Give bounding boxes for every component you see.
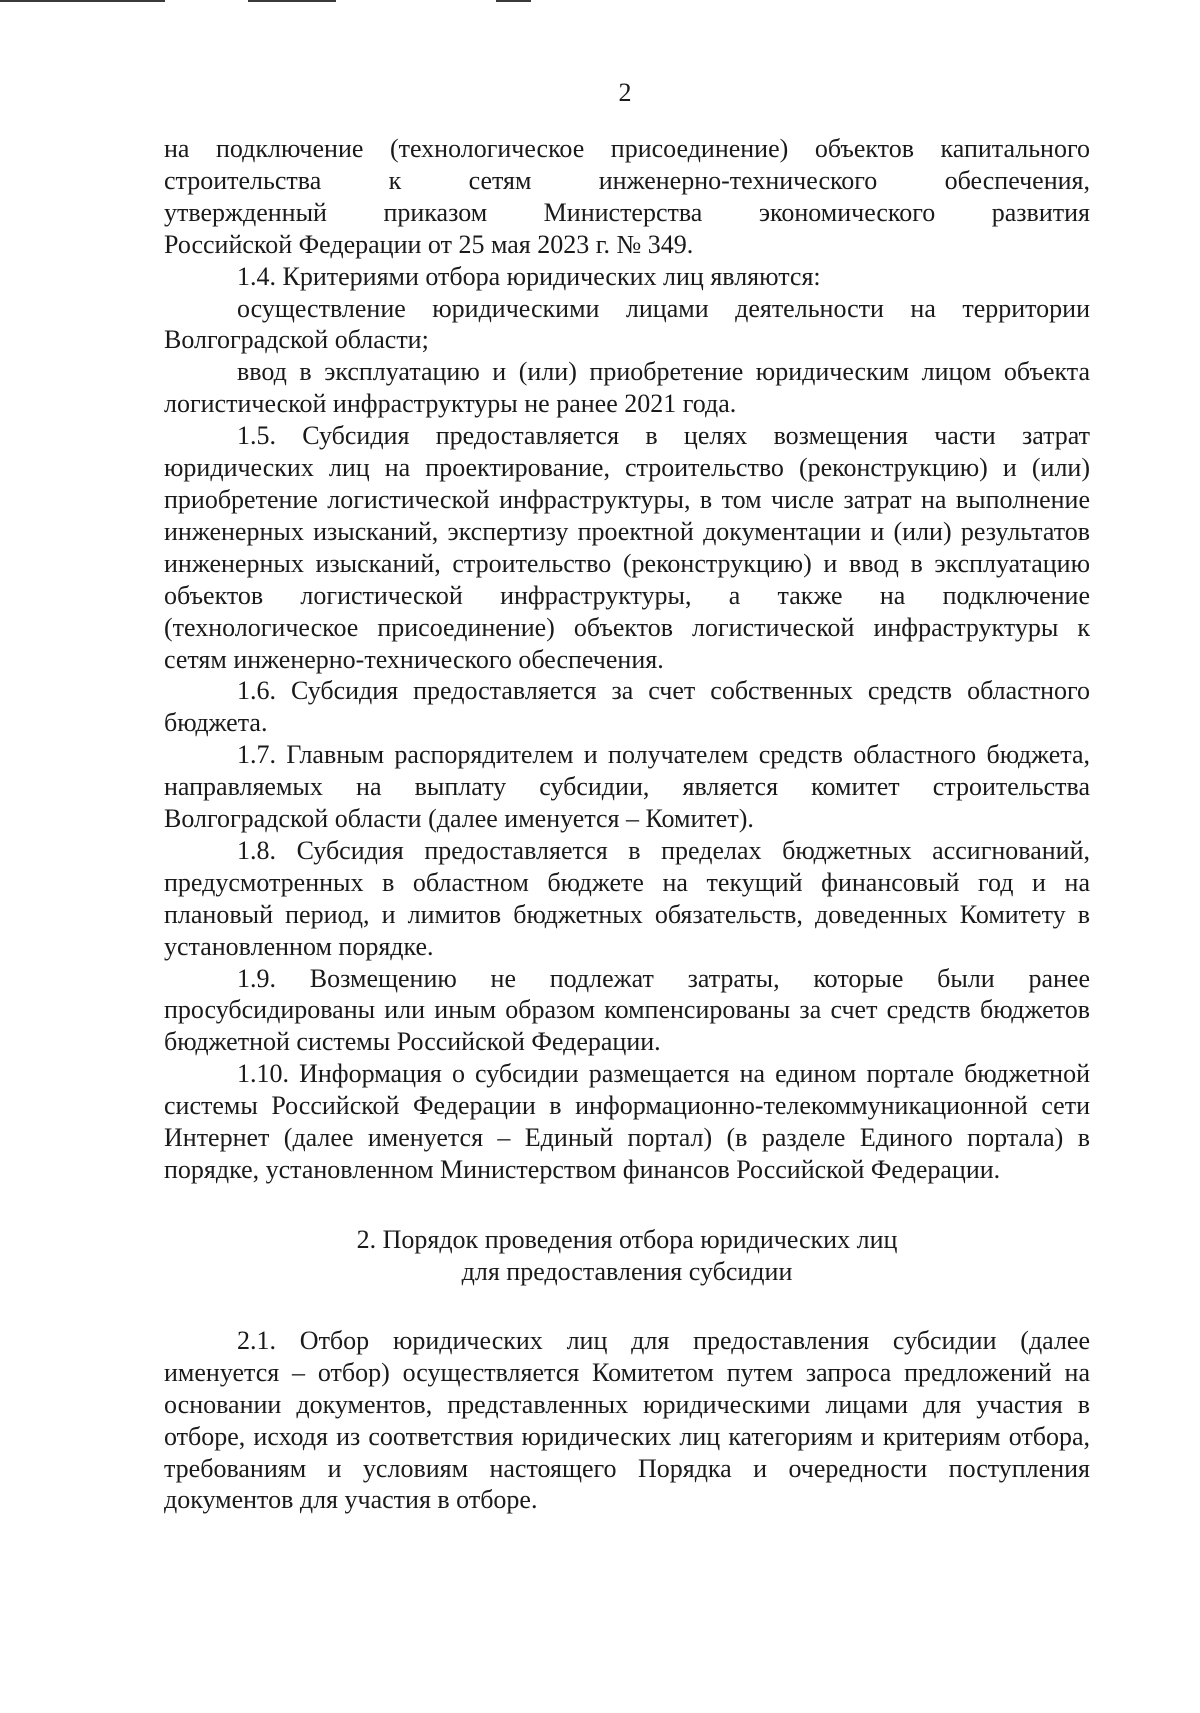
- paragraph-1-10: 1.10. Информация о субсидии размещается на едином портале бюджетной системы Российской Федерации в информационно-телекоммуникационной сети Интернет (далее именуется – Единый портал) (в разделе Единого портала) в порядке, установленном Министерством финансов Российской Федерации.: [164, 1059, 1090, 1184]
- page-number: 2: [618, 78, 632, 107]
- section-2-heading-line-2: для предоставления субсидии: [461, 1256, 793, 1286]
- paragraph-1-4: 1.4. Критериями отбора юридических лиц являются:: [237, 261, 821, 291]
- scan-edge-marks: [0, 0, 1200, 6]
- document-body: [164, 133, 1090, 1516]
- paragraph-1-4-criterion-territory: осуществление юридическими лицами деятельности на территории Волгоградской области;: [164, 293, 1090, 355]
- continuation-line-1: на подключение (технологическое присоединение) объектов капитального: [164, 134, 1090, 163]
- paragraph-1-8: 1.8. Субсидия предоставляется в пределах бюджетных ассигнований, предусмотренных в областном бюджете на текущий финансовый год и на плановый период, и лимитов бюджетных обязательств, доведенных Комитету в установленном порядке.: [164, 835, 1090, 961]
- continuation-line-4: Российской Федерации от 25 мая 2023 г. № 349.: [164, 229, 694, 259]
- paragraph-1-9: 1.9. Возмещению не подлежат затраты, которые были ранее просубсидированы или иным образом компенсированы за счет средств бюджетов бюджетной системы Российской Федерации.: [164, 963, 1090, 1057]
- continuation-line-2: строительства к сетям инженерно-технического обеспечения,: [164, 165, 1090, 195]
- paragraph-1-5: 1.5. Субсидия предоставляется в целях возмещения части затрат юридических лиц на проектирование, строительство (реконструкцию) и (или) приобретение логистической инфраструктуры, в том числе затрат на выполнение инженерных изысканий, экспертизу проектной документации и (или) результатов инженерных изысканий, строительство (реконструкцию) и ввод в эксплуатацию объектов логистической инфраструктуры, а также на подключение (технологическое присоединение) объектов логистической инфраструктуры к сетям инженерно-технического обеспечения.: [164, 421, 1090, 674]
- paragraph-1-6: 1.6. Субсидия предоставляется за счет собственных средств областного бюджета.: [164, 676, 1090, 738]
- heading-spacer: [164, 1288, 1090, 1325]
- paragraph-1-4-criterion-commissioning: ввод в эксплуатацию и (или) приобретение юридическим лицом объекта логистической инфраструктуры не ранее 2021 года.: [164, 357, 1090, 419]
- section-2-heading-line-1: 2. Порядок проведения отбора юридических лиц: [356, 1224, 898, 1254]
- continuation-line-3: утвержденный приказом Министерства экономического развития: [164, 197, 1090, 227]
- paragraph-1-7: 1.7. Главным распорядителем и получателем средств областного бюджета, направляемых на выплату субсидии, является комитет строительства Волгоградской области (далее именуется – Комитет).: [164, 740, 1090, 834]
- section-2-heading: [164, 1224, 1090, 1288]
- paragraph-2-1: 2.1. Отбор юридических лиц для предоставления субсидии (далее именуется – отбор) осуществляется Комитетом путем запроса предложений на основании документов, представленных юридическими лицами для участия в отборе, исходя из соответствия юридических лиц категориям и критериям отбора, требованиям и условиям настоящего Порядка и очередности поступления документов для участия в отборе.: [164, 1325, 1090, 1515]
